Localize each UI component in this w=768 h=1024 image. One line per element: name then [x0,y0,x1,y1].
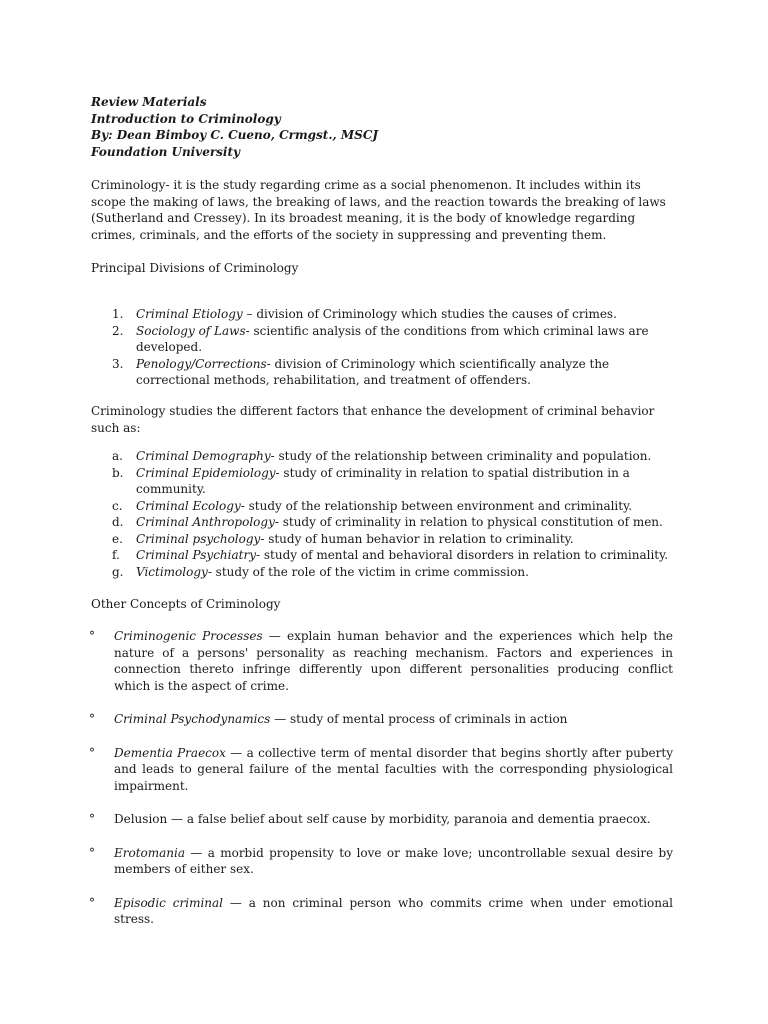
list-marker: g. [112,564,124,579]
list-term: Dementia Praecox [114,745,226,760]
list-item [91,628,673,694]
bullet-marker: ° [89,845,95,860]
list-text: Delusion — a false belief about self cause by morbidity, paranoia and dementia praecox. [114,812,651,826]
list-text: - study of the relationship between criminality and population. [270,449,652,463]
concepts-heading: Other Concepts of Criminology [91,597,281,611]
list-text: - division of Criminology which scientifically analyze the correctional methods, rehabilitation, and treatment of offenders. [136,356,610,387]
list-term: Criminal psychology [136,531,261,546]
list-marker: e. [112,531,123,546]
list-marker: a. [112,449,123,463]
list-text: - study of the role of the victim in crime commission. [207,564,529,579]
list-text: — a collective term of mental disorder that begins shortly after puberty and leads to general failure of the mental faculties with the corresponding physiological impairment. [114,745,673,793]
list-term: Criminal Psychiatry [136,548,256,562]
divisions-heading: Principal Divisions of Criminology [91,261,299,275]
list-text: — study of mental process of criminals in action [270,712,568,726]
list-item [91,306,673,323]
list-text: - study of the relationship between environment and criminality. [240,498,633,513]
factors-intro: Criminology studies the different factors that enhance the development of criminal behavior such as: [91,404,655,435]
list-marker: c. [112,498,123,513]
list-marker: f. [112,548,120,562]
list-term: Episodic criminal [114,895,224,910]
list-text: - study of criminality in relation to spatial distribution in a community. [136,465,630,496]
list-marker: d. [112,515,124,529]
bullet-marker: ° [89,629,95,643]
list-term: Criminal Epidemiology [136,465,276,480]
list-item [91,547,673,564]
list-marker: 3. [112,356,124,371]
list-text: - study of human behavior in relation to criminality. [260,531,574,546]
list-term: Erotomania [114,845,186,860]
bullet-marker: ° [89,745,95,760]
list-term: Penology/Corrections [136,356,267,371]
list-term: Victimology [136,564,208,579]
intro-term: Criminology [91,178,166,192]
list-item [91,514,673,531]
list-term: Criminal Anthropology [136,515,275,529]
bullet-marker: ° [89,895,95,910]
list-text: - study of mental and behavioral disorders in relation to criminality. [255,548,669,562]
document-header [91,94,378,160]
list-marker: 1. [112,307,124,321]
list-term: Criminal Psychodynamics [114,712,271,726]
divisions-list [91,306,673,389]
header-author: By: Dean Bimboy C. Cueno, Crmgst., MSCJ [91,128,379,142]
intro-text: - it is the study regarding crime as a social phenomenon. It includes within its scope the making of laws, the breaking of laws, and the reaction towards the breaking of laws (Sutherland and Cressey). In its broadest meaning, it is the body of knowledge regarding crimes, criminals, and the efforts of the society in suppressing and preventing them. [91,178,666,242]
list-text: – division of Criminology which studies the causes of crimes. [242,307,617,321]
header-title: Review Materials [91,95,207,109]
list-item [91,465,673,498]
bullet-marker: ° [89,712,95,726]
bullet-marker: ° [89,812,95,826]
header-institution: Foundation University [91,144,240,159]
list-item [91,448,673,465]
list-item [91,895,673,928]
list-item [91,845,673,878]
concepts-list [91,628,673,928]
list-marker: b. [112,465,124,480]
list-item [91,564,673,581]
list-item [91,323,673,356]
list-item [91,745,673,795]
list-marker: 2. [112,323,124,338]
list-text: — a morbid propensity to love or make love; uncontrollable sexual desire by members of either sex. [114,845,673,876]
factors-list [91,448,673,580]
list-term: Criminogenic Processes [114,629,263,643]
list-item [91,811,673,828]
list-term: Sociology of Laws [136,323,246,338]
intro-paragraph [91,177,673,243]
list-term: Criminal Etiology [136,307,243,321]
list-term: Criminal Demography [136,449,271,463]
list-item [91,531,673,548]
list-text: — explain human behavior and the experiences which help the nature of a persons' personality as reaching mechanism. Factors and experiences in connection thereto infringe differently upon different personalities producing conflict which is the aspect of crime. [114,629,673,693]
list-item [91,711,673,728]
list-item [91,356,673,389]
list-term: Criminal Ecology [136,498,241,513]
list-text: - scientific analysis of the conditions from which criminal laws are developed. [136,323,649,354]
list-text: — a non criminal person who commits crime when under emotional stress. [114,895,673,926]
list-text: - study of criminality in relation to physical constitution of men. [274,515,663,529]
header-course: Introduction to Criminology [91,111,281,126]
list-item [91,498,673,515]
